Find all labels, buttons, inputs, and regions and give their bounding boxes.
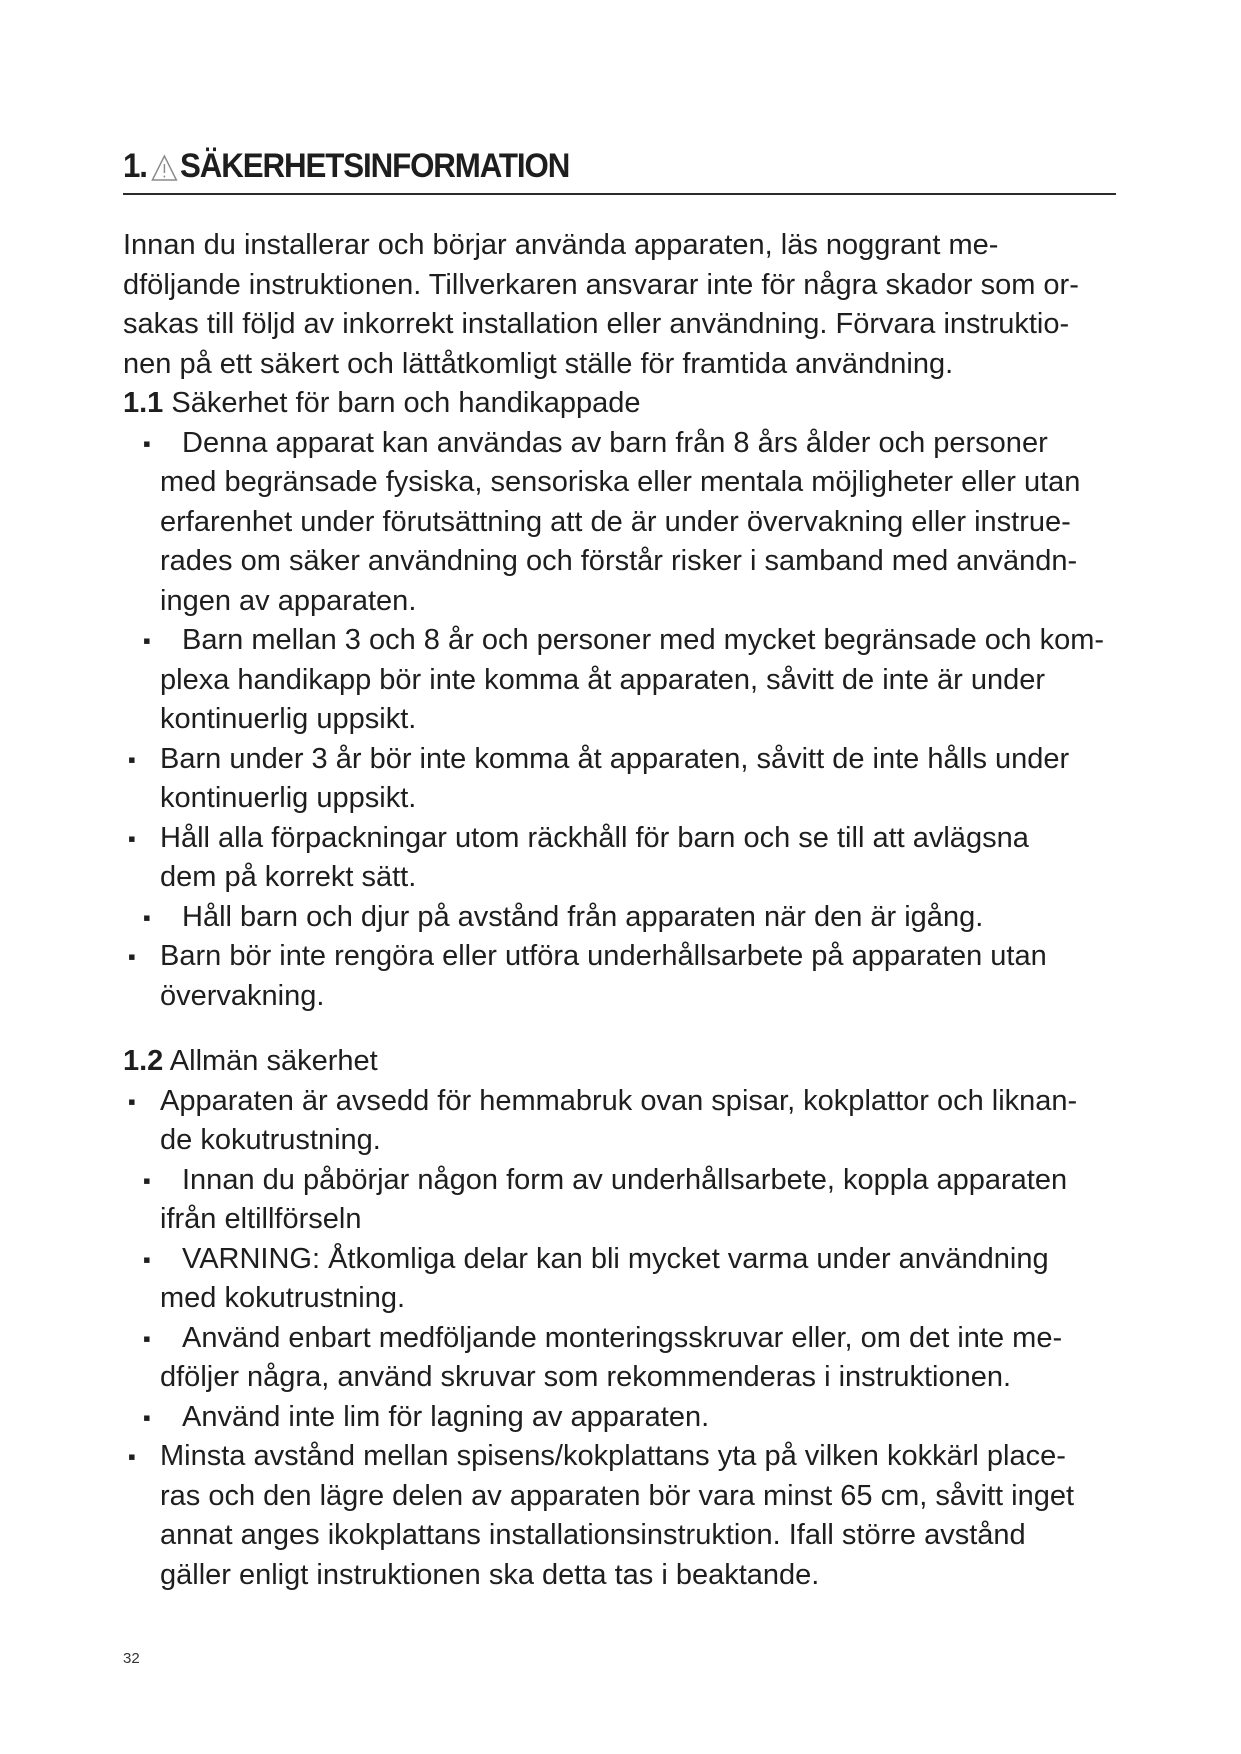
list-item [123,898,1133,938]
heading-number: 1. [123,147,147,185]
list-item-line: dföljer några, använd skruvar som rekommenderas i instruktionen. [160,1361,1012,1393]
section-title: Allmän säkerhet [169,1045,378,1077]
bullet-icon: ▪ [143,1404,151,1430]
section-title: Säkerhet för barn och handikappade [171,387,641,419]
section-number: 1.2 [123,1045,164,1077]
intro-line: sakas till följd av inkorrekt installation eller användning. Förvara instruktio- [123,308,1070,340]
list-item-line: dem på korrekt sätt. [160,861,417,893]
section-1-2-heading [123,1042,1133,1082]
bullet-icon: ▪ [143,1167,151,1193]
list-item-line: Apparaten är avsedd för hemmabruk ovan spisar, kokplattor och liknan- [160,1084,1078,1117]
bullet-icon: ▪ [128,1088,136,1114]
list-item [123,937,1133,1016]
list-item-line: med kokutrustning. [160,1282,406,1314]
warning-triangle-icon [151,153,179,183]
list-item-line: Använd inte lim för lagning av apparaten. [182,1400,710,1433]
bullet-icon: ▪ [143,1246,151,1272]
list-item-line: Innan du påbörjar någon form av underhållsarbete, koppla apparaten [182,1163,1068,1196]
section-number: 1.1 [123,387,164,419]
list-item-line: Barn bör inte rengöra eller utföra underhållsarbete på apparaten utan [160,940,1047,972]
list-item [123,1319,1133,1398]
list-item-line: ras och den lägre delen av apparaten bör vara minst 65 cm, såvitt inget [160,1479,1075,1512]
list-item-line: annat anges ikokplattans installationsinstruktion. Ifall större avstånd [160,1519,1026,1551]
list-item-line: gäller enligt instruktionen ska detta tas i beaktande. [160,1558,820,1591]
list-item-line: kontinuerlig uppsikt. [160,782,417,814]
list-item-line: VARNING: Åtkomliga delar kan bli mycket varma under användning [182,1242,1049,1275]
list-item-line: Barn under 3 år bör inte komma åt apparaten, såvitt de inte hålls under [160,742,1070,775]
page-heading [123,140,569,186]
bullet-icon: ▪ [143,430,151,456]
bullet-icon: ▪ [128,825,136,851]
list-item-line: plexa handikapp bör inte komma åt apparaten, såvitt de inte är under [160,663,1046,696]
list-item-line: Håll barn och djur på avstånd från apparaten när den är igång. [182,900,984,933]
heading-divider [123,193,1116,195]
page-number: 32 [123,1650,140,1667]
list-item [123,819,1133,898]
bullet-icon: ▪ [143,628,151,653]
bullet-icon: ▪ [128,1444,136,1469]
list-item-line: ingen av apparaten. [160,584,417,617]
list-item-line: Använd enbart medföljande monteringsskruvar eller, om det inte me- [182,1321,1063,1354]
bullet-icon: ▪ [128,746,136,772]
list-item-line: Barn mellan 3 och 8 år och personer med mycket begränsade och kom- [182,624,1105,656]
list-item-line: med begränsade fysiska, sensoriska eller mentala möjligheter eller utan [160,466,1081,498]
list-item [123,621,1133,740]
list-item [123,1161,1133,1240]
list-item-line: Minsta avstånd mellan spisens/kokplattans yta på vilken kokkärl place- [160,1440,1066,1472]
document-body [123,226,1133,1595]
list-item-line: de kokutrustning. [160,1124,381,1156]
list-item-line: ifrån eltillförseln [160,1203,362,1235]
section-1-1-heading [123,384,1133,424]
list-item [123,1437,1133,1595]
intro-line: Innan du installerar och börjar använda apparaten, läs noggrant me- [123,229,999,261]
list-item-line: erfarenhet under förutsättning att de är under övervakning eller instrue- [160,505,1071,538]
bullet-icon: ▪ [128,944,136,969]
list-item-line: Håll alla förpackningar utom räckhåll för barn och se till att avlägsna [160,821,1029,854]
intro-paragraph [123,226,1133,384]
list-item [123,424,1133,622]
list-item [123,1398,1133,1438]
intro-line: dföljande instruktionen. Tillverkaren ansvarar inte för några skador som or- [123,268,1079,301]
bullet-icon: ▪ [143,1325,151,1351]
list-item [123,1240,1133,1319]
bullet-icon: ▪ [143,904,151,930]
section-spacer [123,1016,1133,1042]
heading-title: SÄKERHETSINFORMATION [180,147,570,185]
list-item-line: Denna apparat kan användas av barn från 8 års ålder och personer [182,426,1048,459]
list-item [123,1082,1133,1161]
list-item-line: övervakning. [160,979,325,1012]
intro-line: nen på ett säkert och lättåtkomligt ställe för framtida användning. [123,347,954,380]
list-item [123,740,1133,819]
list-item-line: rades om säker användning och förstår risker i samband med användn- [160,545,1078,577]
list-item-line: kontinuerlig uppsikt. [160,703,417,735]
